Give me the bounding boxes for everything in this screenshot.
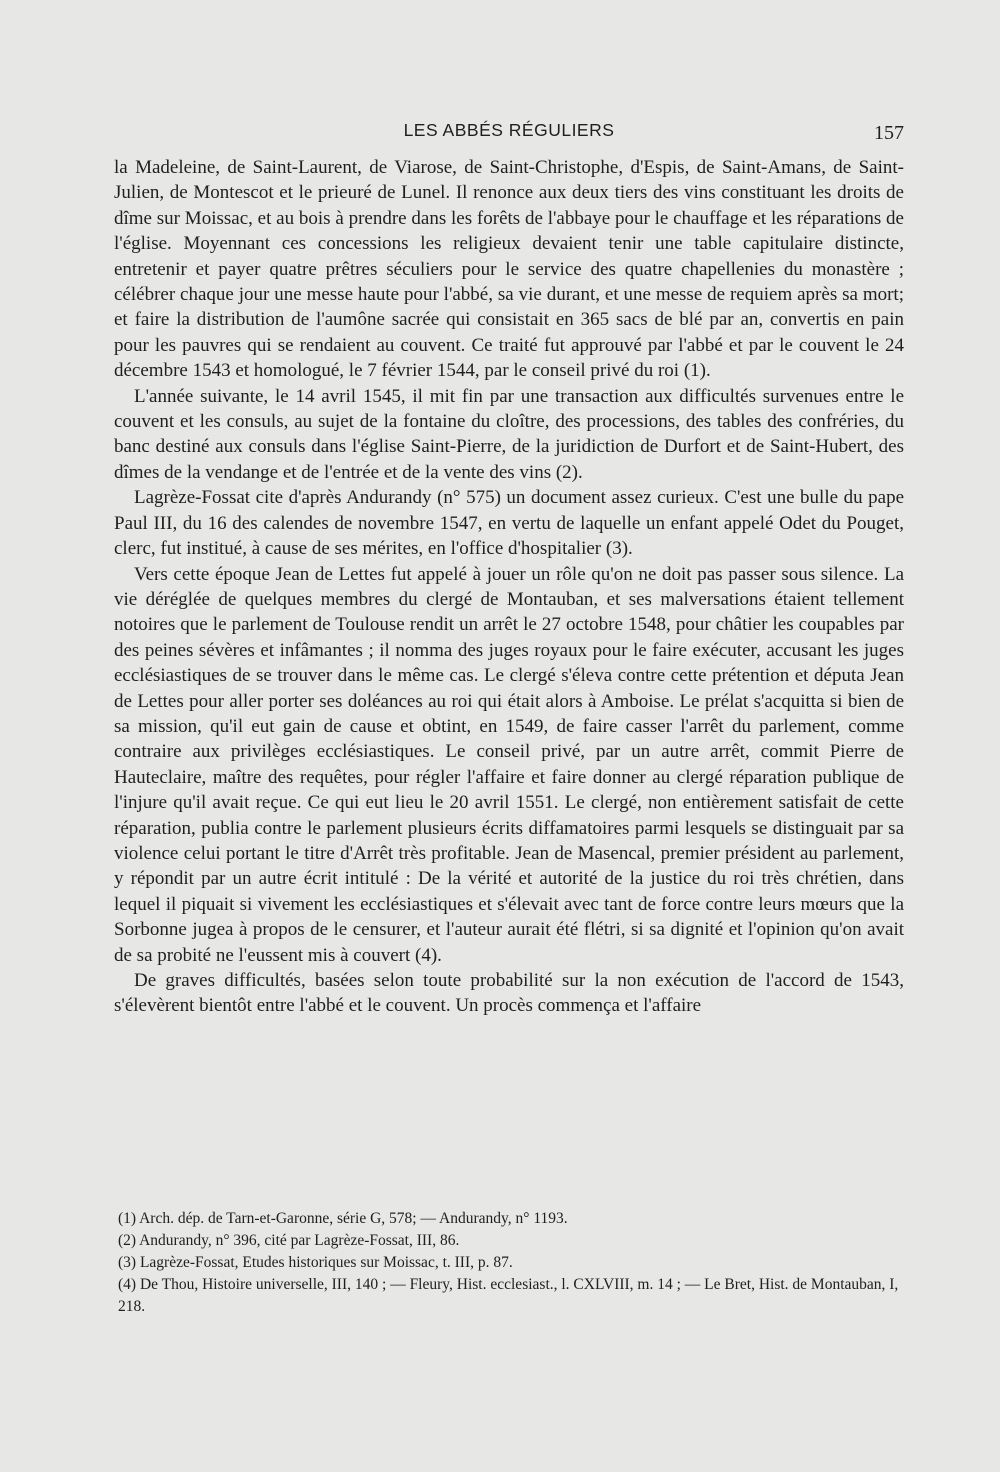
page-header — [114, 120, 904, 146]
paragraph-5: De graves difficultés, basées selon toute probabilité sur la non exécution de l'accord de 1543, s'élevèrent bientôt entre l'abbé et le couvent. Un procès commença et l'affaire — [114, 970, 904, 1017]
footnote-1: (1) Arch. dép. de Tarn-et-Garonne, série G, 578; — Andurandy, n° 1193. — [118, 1210, 568, 1227]
footnotes — [118, 1208, 904, 1318]
footnote-2: (2) Andurandy, n° 396, cité par Lagrèze-Fossat, III, 86. — [118, 1232, 460, 1249]
running-title: LES ABBÉS RÉGULIERS — [403, 120, 615, 140]
footnote-4: (4) De Thou, Histoire universelle, III, 140 ; — Fleury, Hist. ecclesiast., l. CXLVIII, m. 14 ; — Le Bret, Hist. de Montauban, I, 218. — [118, 1276, 899, 1315]
page-number: 157 — [874, 122, 904, 144]
paragraph-1: la Madeleine, de Saint-Laurent, de Viarose, de Saint-Christophe, d'Espis, de Saint-Amans, de Saint-Julien, de Montescot et le prieuré de Lunel. Il renonce aux deux tiers des vins constituant les droits de dîme sur Moissac, et au bois à prendre dans les forêts de l'abbaye pour le chauffage et les réparations de l'église. Moyennant ces concessions les religieux devaient tenir une table capitulaire distincte, entretenir et payer quatre prêtres séculiers pour le service des quatre chapellenies du monastère ; célébrer chaque jour une messe haute pour l'abbé, sa vie durant, et une messe de requiem après sa mort; et faire la distribution de l'aumône sacrée qui consistait en 365 sacs de blé par an, convertis en pain pour les pauvres qui se rendaient au couvent. Ce traité fut approuvé par l'abbé et par le couvent le 24 décembre 1543 et homologué, le 7 février 1544, par le conseil privé du roi (1). — [114, 157, 904, 382]
paragraph-3: Lagrèze-Fossat cite d'après Andurandy (n° 575) un document assez curieux. C'est une bulle du pape Paul III, du 16 des calendes de novembre 1547, en vertu de laquelle un enfant appelé Odet du Pouget, clerc, fut institué, à cause de ses mérites, en l'office d'hospitalier (3). — [114, 487, 904, 560]
paragraph-4: Vers cette époque Jean de Lettes fut appelé à jouer un rôle qu'on ne doit pas passer sous silence. La vie déréglée de quelques membres du clergé de Montauban, et ses malversations étaient tellement notoires que le parlement de Toulouse rendit un arrêt le 27 octobre 1548, pour châtier les coupables par des peines sévères et infâmantes ; il nomma des juges royaux pour le faire exécuter, accusant les juges ecclésiastiques de se trouver dans le même cas. Le clergé s'éleva contre cette prétention et députa Jean de Lettes pour aller porter ses doléances au roi qui était alors à Amboise. Le prélat s'acquitta si bien de sa mission, qu'il eut gain de cause et obtint, en 1549, de faire casser l'arrêt du parlement, comme contraire aux privilèges ecclésiastiques. Le conseil privé, par un autre arrêt, commit Pierre de Hauteclaire, maître des requêtes, pour régler l'affaire et faire donner au clergé réparation publique de l'injure qu'il avait reçue. Ce qui eut lieu le 20 avril 1551. Le clergé, non entièrement satisfait de cette réparation, publia contre le parlement plusieurs écrits diffamatoires parmi lesquels se distinguait par sa violence celui portant le titre d'Arrêt très profitable. Jean de Masencal, premier président au parlement, y répondit par un autre écrit intitulé : De la vérité et autorité de la justice du roi très chrétien, dans lequel il piquait si vivement les ecclésiastiques et s'élevait avec tant de force contre leurs mœurs que la Sorbonne jugea à propos de le censurer, et l'auteur aurait été flétri, si sa dignité et l'opinion qu'on avait de sa probité ne l'eussent mis à couvert (4). — [114, 563, 904, 966]
footnote-3: (3) Lagrèze-Fossat, Etudes historiques sur Moissac, t. III, p. 87. — [118, 1254, 513, 1271]
body-text — [114, 155, 904, 1019]
paragraph-2: L'année suivante, le 14 avril 1545, il mit fin par une transaction aux difficultés survenues entre le couvent et les consuls, au sujet de la fontaine du cloître, des processions, des tables des confréries, du banc destiné aux consuls dans l'église Saint-Pierre, de la juridiction de Durfort et de Saint-Hubert, des dîmes de la vendange et de l'entrée et de la vente des vins (2). — [114, 385, 904, 483]
